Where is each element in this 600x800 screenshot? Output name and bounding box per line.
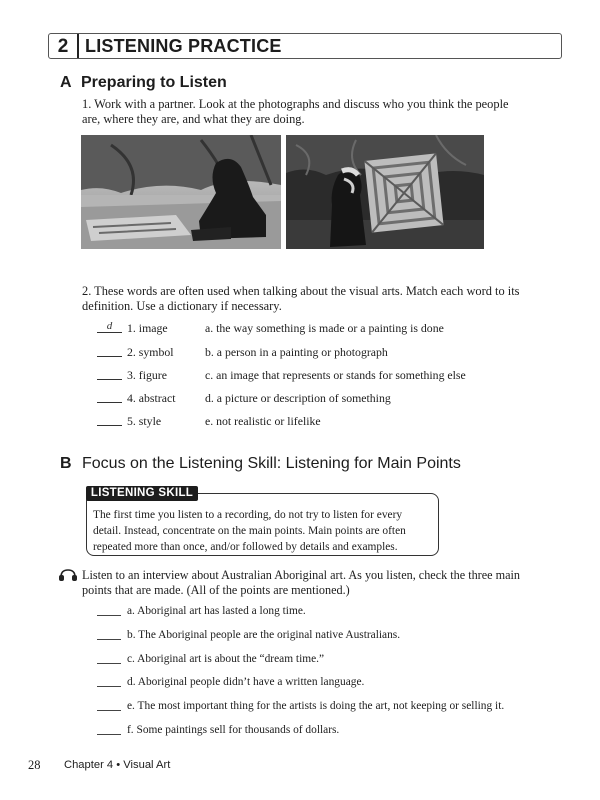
match-word-3: 3. figure [127, 368, 167, 382]
part-a-item-1: 1. Work with a partner. Look at the photographs and discuss who you think the people are, where they are, and what they are doing. [82, 97, 509, 126]
listening-skill-label: LISTENING SKILL [86, 486, 198, 501]
photo-person-sitting [81, 135, 281, 249]
match-row-3 [97, 368, 517, 384]
point-row-c [97, 653, 537, 668]
point-row-d [97, 676, 537, 691]
answer-blank-5[interactable] [97, 414, 122, 426]
match-word-4: 4. abstract [127, 391, 176, 405]
answer-blank-2[interactable] [97, 345, 122, 357]
section-number: 2 [49, 34, 79, 58]
point-text-b: b. The Aboriginal people are the original native Australians. [127, 629, 401, 641]
match-definition-5: e. not realistic or lifelike [205, 414, 321, 428]
match-definition-2: b. a person in a painting or photograph [205, 345, 388, 359]
point-row-f [97, 724, 537, 739]
section-title: LISTENING PRACTICE [85, 36, 282, 56]
section-header [48, 33, 562, 59]
check-blank-b[interactable] [97, 639, 121, 640]
page-number: 28 [28, 758, 41, 772]
chapter-label: Chapter 4 • Visual Art [64, 759, 171, 771]
answer-blank-4[interactable] [97, 391, 122, 403]
answer-blank-3[interactable] [97, 368, 122, 380]
point-text-a: a. Aboriginal art has lasted a long time. [127, 605, 306, 617]
match-row-5 [97, 414, 517, 430]
check-blank-f[interactable] [97, 734, 121, 735]
point-row-e [97, 700, 537, 715]
point-row-a [97, 605, 537, 620]
check-blank-e[interactable] [97, 710, 121, 711]
point-text-c: c. Aboriginal art is about the “dream time.” [127, 653, 325, 665]
photo-artist-with-painting [286, 135, 484, 249]
match-word-2: 2. symbol [127, 345, 174, 359]
part-b-title: Focus on the Listening Skill: Listening for Main Points [82, 455, 461, 472]
check-blank-a[interactable] [97, 615, 121, 616]
match-row-4 [97, 391, 517, 407]
point-text-f: f. Some paintings sell for thousands of dollars. [127, 724, 340, 736]
part-a-letter: A [60, 74, 72, 91]
point-text-e: e. The most important thing for the artists is doing the art, not keeping or selling it. [127, 700, 505, 712]
match-row-1 [97, 321, 517, 337]
part-a-item-2: 2. These words are often used when talking about the visual arts. Match each word to its definition. Use a dictionary if necessary. [82, 284, 520, 313]
match-word-5: 5. style [127, 414, 162, 428]
check-blank-c[interactable] [97, 663, 121, 664]
match-word-1: 1. image [127, 321, 168, 335]
part-a-title: Preparing to Listen [81, 74, 227, 91]
point-text-d: d. Aboriginal people didn’t have a written language. [127, 676, 365, 688]
match-definition-4: d. a picture or description of something [205, 391, 391, 405]
answer-blank-1[interactable]: d [97, 321, 122, 333]
point-row-b [97, 629, 537, 644]
check-blank-d[interactable] [97, 686, 121, 687]
match-definition-3: c. an image that represents or stands for something else [205, 368, 466, 382]
match-definition-1: a. the way something is made or a painting is done [205, 321, 444, 335]
listening-skill-text: The first time you listen to a recording, do not try to listen for every detail. Instead, concentrate on the main points. Main points are often repeated more than once, and/or followed by details and examples. [93, 509, 406, 553]
listening-instruction: Listen to an interview about Australian Aboriginal art. As you listen, check the three main points that are made. (All of the points are mentioned.) [82, 568, 520, 597]
part-b-letter: B [60, 455, 72, 472]
match-row-2 [97, 345, 517, 361]
headphones-icon[interactable] [58, 568, 78, 582]
